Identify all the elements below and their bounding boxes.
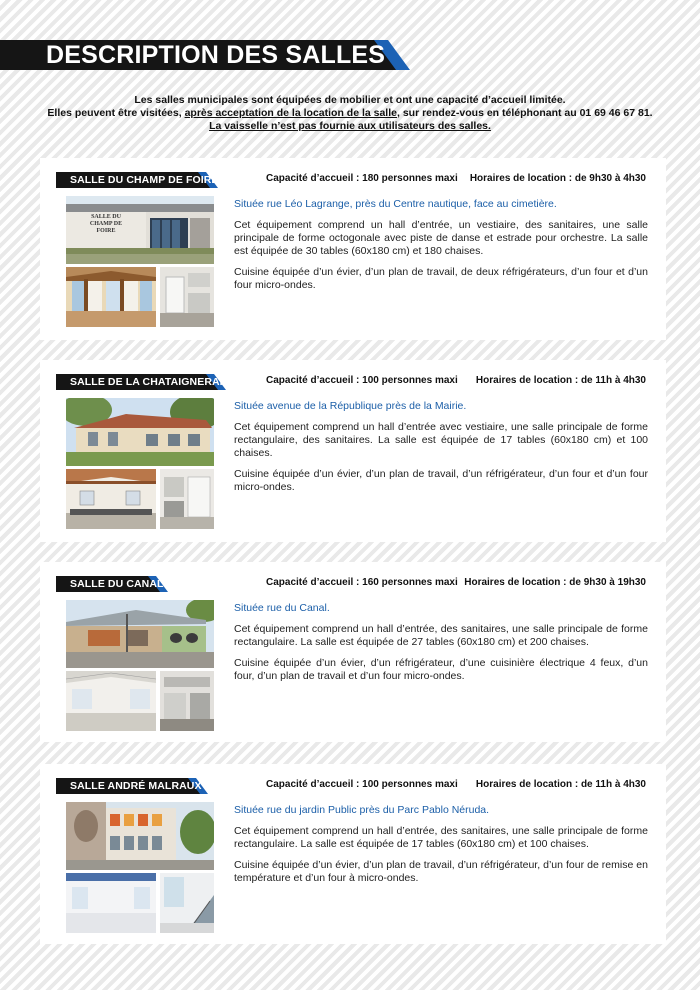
room-location: Située avenue de la République près de la Mairie. [234, 400, 467, 412]
room-name: SALLE DU CHAMP DE FOIRE [70, 174, 219, 186]
room-kitchen: Cuisine équipée d’un évier, d’un plan de travail, de deux réfrigérateurs, d’un four et d’un four micro-ondes. [234, 266, 648, 291]
building-sign-text: SALLE DU CHAMP DE FOIRE [89, 214, 123, 234]
room-kitchen: Cuisine équipée d’un évier, d’un plan de travail, d’un réfrigérateur, d’un four de remise en température et d’un four à micro-ondes. [234, 859, 648, 884]
room-hours: Horaires de location : de 9h30 à 4h30 [469, 173, 646, 184]
room-capacity: Capacité d’accueil : 100 personnes maxi [266, 375, 458, 386]
room-card-chataigneraie [40, 360, 666, 542]
room-interior-photo [66, 671, 156, 731]
kitchen-photo [160, 267, 214, 327]
room-exterior-photo [66, 802, 214, 870]
kitchen-photo [160, 469, 214, 529]
room-kitchen: Cuisine équipée d’un évier, d’un plan de travail, d’un réfrigérateur, d’un four et d’un four micro-ondes. [234, 468, 648, 493]
room-description-block [234, 198, 648, 300]
room-exterior-photo [66, 196, 214, 264]
room-name: SALLE ANDRÉ MALRAUX [70, 780, 202, 792]
room-capacity: Capacité d’accueil : 160 personnes maxi [266, 577, 458, 588]
intro-line-2-prefix: Elles peuvent être visitées, [47, 107, 185, 119]
room-hours: Horaires de location : de 9h30 à 19h30 [464, 577, 646, 588]
kitchen-photo [160, 873, 214, 933]
room-interior-photo [66, 873, 156, 933]
room-location: Située rue du Canal. [234, 602, 330, 614]
room-capacity: Capacité d’accueil : 180 personnes maxi [266, 173, 458, 184]
intro-line-1: Les salles municipales sont équipées de mobilier et ont une capacité d’accueil limitée. [134, 94, 566, 106]
room-capacity: Capacité d’accueil : 100 personnes maxi [266, 779, 458, 790]
room-location: Située rue du jardin Public près du Parc Pablo Néruda. [234, 804, 490, 816]
room-description: Cet équipement comprend un hall d’entrée avec vestiaire, une salle principale de forme rectangulaire, des sanitaires. La salle est équipée de 17 tables (60x180 cm) et 100 chaises. [234, 421, 648, 459]
room-description: Cet équipement comprend un hall d’entrée, des sanitaires, une salle principale de forme rectangulaire. La salle est équipée de 17 tables (60x180 cm) et 100 chaises. [234, 825, 648, 850]
intro-line-2-suffix: , sur rendez-vous en téléphonant au 01 69 46 67 81. [396, 107, 653, 119]
room-card-andre-malraux [40, 764, 666, 944]
room-description: Cet équipement comprend un hall d’entrée, des sanitaires, une salle principale de forme rectangulaire. La salle est équipée de 27 tables (60x180 cm) et 200 chaises. [234, 623, 648, 648]
room-interior-photo [66, 267, 156, 327]
title-banner [0, 40, 410, 70]
room-description-block [234, 400, 648, 502]
page-title: DESCRIPTION DES SALLES [46, 41, 386, 69]
room-hours: Horaires de location : de 11h à 4h30 [475, 375, 646, 386]
kitchen-photo [160, 671, 214, 731]
intro-text [40, 94, 660, 133]
room-interior-photo [66, 469, 156, 529]
room-description-block [234, 804, 648, 893]
room-exterior-photo [66, 398, 214, 466]
room-exterior-photo [66, 600, 214, 668]
room-card-champ-de-foire [40, 158, 666, 340]
intro-line-3: La vaisselle n’est pas fournie aux utilisateurs des salles. [209, 120, 491, 132]
intro-line-2-underlined: après acceptation de la location de la salle [184, 107, 397, 119]
room-card-canal [40, 562, 666, 742]
intro-line-2 [40, 107, 660, 120]
room-name: SALLE DE LA CHATAIGNERAIE [70, 376, 230, 388]
room-description-block [234, 602, 648, 691]
room-hours: Horaires de location : de 11h à 4h30 [475, 779, 646, 790]
room-description: Cet équipement comprend un hall d’entrée, un vestiaire, des sanitaires, une salle principale de forme octogonale avec piste de danse et estrade pour orchestre. La salle est équipée de 30 tables (60x180 cm) et 180 chaises. [234, 219, 648, 257]
room-location: Située rue Léo Lagrange, près du Centre nautique, face au cimetière. [234, 198, 557, 210]
room-name: SALLE DU CANAL [70, 578, 164, 590]
room-kitchen: Cuisine équipée d’un évier, d’un réfrigérateur, d’une cuisinière électrique 4 feux, d’un four, d’un plan de travail et d’un four micro-ondes. [234, 657, 648, 682]
